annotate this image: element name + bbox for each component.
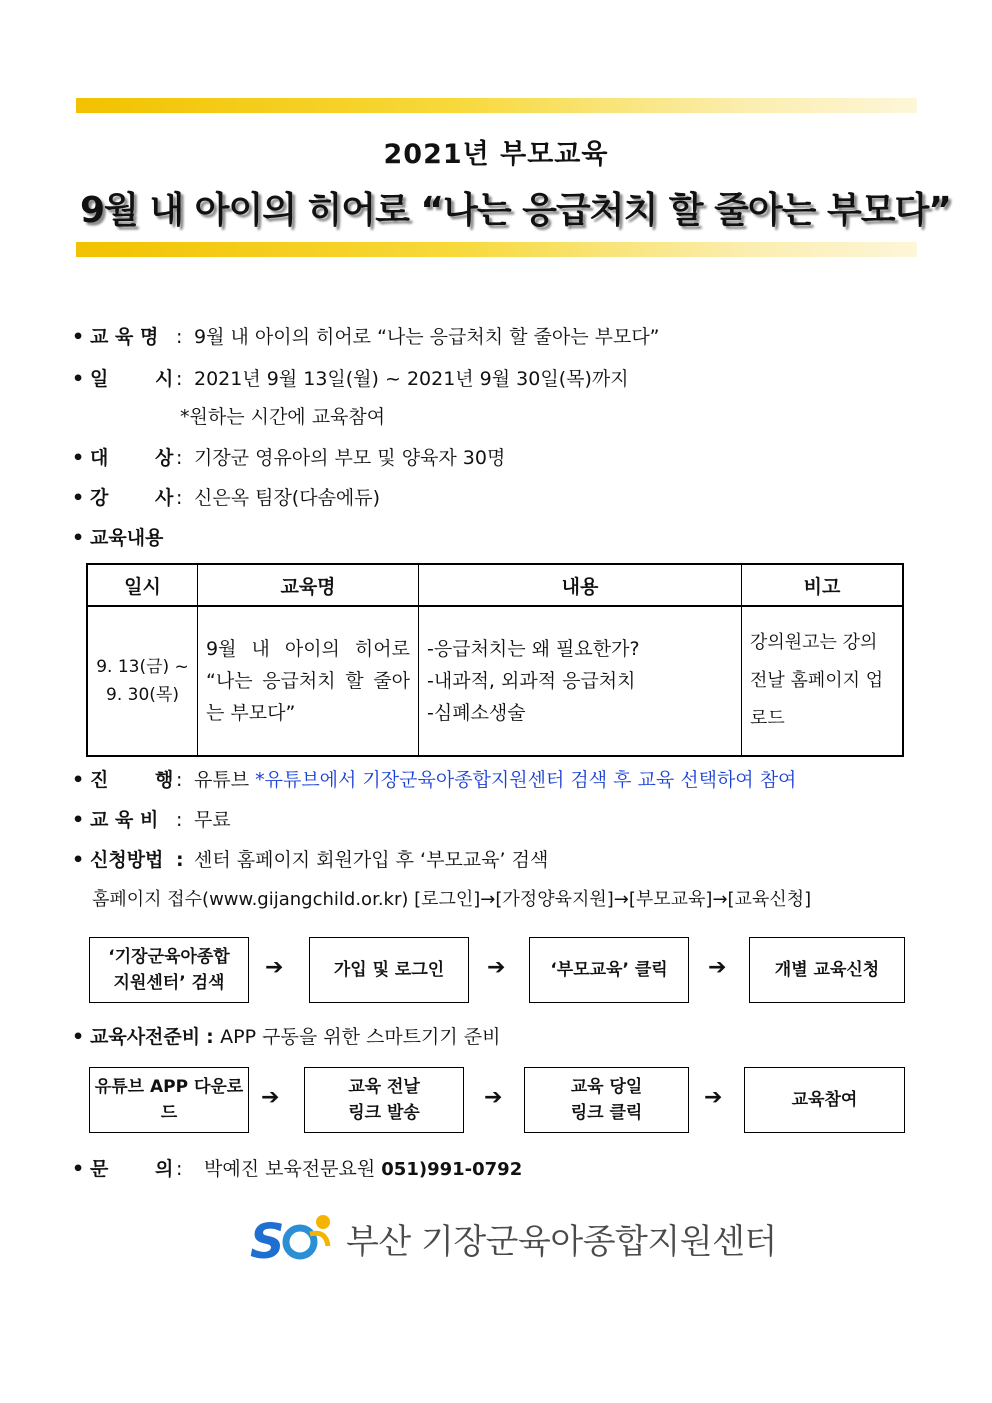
bullet: • [72,447,85,469]
flow-step-label: ‘기장군육아종합 [108,947,230,967]
bullet: • [72,849,85,871]
table-header: 일시 [87,564,198,606]
info-lecturer-row [72,483,380,510]
bullet: • [72,1158,85,1180]
prep-value: APP 구동을 위한 스마트기기 준비 [220,1026,501,1048]
flow-step-link-click [524,1067,689,1133]
course-label: 교 육 명 [90,326,159,348]
bullet: • [72,769,85,791]
contact-row [72,1154,522,1181]
top-yellow-bar [76,98,917,113]
contact-phone: 051)991-0792 [381,1159,523,1180]
progress-note: *유튜브에서 기장군육아종합지원센터 검색 후 교육 선택하여 참여 [255,769,797,791]
flow-step-label: 링크 발송 [348,1103,420,1123]
apply-row [72,845,548,872]
flow-step-label: 링크 클릭 [570,1103,643,1123]
lecturer-value: 신은옥 팀장(다솜에듀) [194,487,381,509]
colon: : [176,487,183,509]
table-header: 비고 [742,564,904,606]
content-item: -내과적, 외과적 응급처치 [427,670,636,692]
colon: : [176,447,183,469]
course-value: 9월 내 아이의 히어로 “나는 응급처치 할 줄아는 부모다” [194,326,660,348]
flow-step-label: 교육 당일 [570,1077,643,1097]
lecturer-label: 강 사 [90,487,174,509]
flow-step-label: 유튜브 APP 다운로드 [94,1077,244,1123]
contact-name: 박예진 보육전문요원 [204,1158,376,1180]
flow-step-click-parent-edu [529,937,689,1003]
table-header: 내용 [419,564,742,606]
flow-step-participate [744,1067,905,1133]
apply-detail: 홈페이지 접수(www.gijangchild.or.kr) [로그인]→[가정양육지원]→[부모교육]→[교육신청] [92,889,812,910]
bullet: • [72,326,85,348]
flow-step-label: 가입 및 로그인 [333,960,445,980]
content-item: -심폐소생술 [427,702,526,724]
content-heading: 교육내용 [90,527,164,549]
progress-row [72,765,796,792]
contact-label: 문 의 [90,1158,174,1180]
bullet: • [72,368,85,390]
apply-label: 신청방법 [90,849,164,871]
info-date-row [72,364,629,391]
footer [248,1212,777,1264]
arrow-right-icon: ➔ [261,1085,280,1110]
info-course-row [72,322,660,349]
arrow-right-icon: ➔ [484,1085,503,1110]
org-name: 부산 기장군육아종합지원센터 [346,1221,777,1262]
arrow-right-icon: ➔ [487,955,506,980]
flow-step-apply [749,937,905,1003]
logo-icon [248,1212,334,1264]
apply-value: 센터 홈페이지 회원가입 후 ‘부모교육’ 검색 [194,849,549,871]
arrow-right-icon: ➔ [704,1085,723,1110]
prep-label: 교육사전준비 [90,1026,201,1048]
colon: : [176,368,183,390]
flow-step-search-center [89,937,249,1003]
flow-step-label: 지원센터’ 검색 [113,973,225,993]
page-title: 9월 내 아이의 히어로 “나는 응급처치 할 줄아는 부모다” [80,190,951,231]
flow-step-label: 교육참여 [791,1090,858,1110]
table-cell-course: 9월 내 아이의 히어로 “나는 응급처치 할 줄아는 부모다” [198,606,419,756]
bullet: • [72,1026,85,1048]
progress-value: 유튜브 [194,769,250,791]
colon: : [206,1026,214,1048]
prep-row [72,1022,501,1049]
arrow-right-icon: ➔ [708,955,727,980]
table-cell-content [419,606,742,756]
progress-label: 진 행 [90,769,174,791]
bullet: • [72,809,85,831]
target-label: 대 상 [90,447,174,469]
colon: : [176,326,183,348]
bottom-yellow-bar [76,242,917,257]
flow-step-signup-login [309,937,469,1003]
fee-label: 교 육 비 [90,809,159,831]
table-header: 교육명 [198,564,419,606]
arrow-right-icon: ➔ [265,955,284,980]
content-item: -응급처치는 왜 필요한가? [427,638,640,660]
flow-step-label: 교육 전날 [348,1077,420,1097]
colon: : [176,1158,183,1180]
target-value: 기장군 영유아의 부모 및 양육자 30명 [194,447,506,469]
fee-row [72,805,231,832]
date-value: 2021년 9월 13일(월) ~ 2021년 9월 30일(목)까지 [194,368,629,390]
table-header-row [87,564,903,606]
flow-step-download-app [89,1067,249,1133]
flow-step-label: 개별 교육신청 [774,960,880,980]
colon: : [176,809,183,831]
date-line: 9. 30(목) [106,685,179,705]
content-heading-row [72,523,163,550]
page-subtitle: 2021년 부모교육 [383,139,609,170]
date-note: *원하는 시간에 교육참여 [180,406,386,428]
flow-step-label: ‘부모교육’ 클릭 [550,960,668,980]
fee-value: 무료 [194,809,231,831]
info-target-row [72,443,505,470]
colon: : [176,769,183,791]
date-line: 9. 13(금) ~ [96,657,189,677]
table-cell-date [87,606,198,756]
svg-text:S: S [250,1214,285,1264]
date-label: 일 시 [90,368,174,390]
colon: : [176,849,184,871]
bullet: • [72,527,85,549]
table-row [87,606,903,756]
flow-step-link-sent [304,1067,464,1133]
bullet: • [72,487,85,509]
table-cell-note: 강의원고는 강의 전날 홈페이지 업로드 [742,606,904,756]
curriculum-table [86,563,904,757]
